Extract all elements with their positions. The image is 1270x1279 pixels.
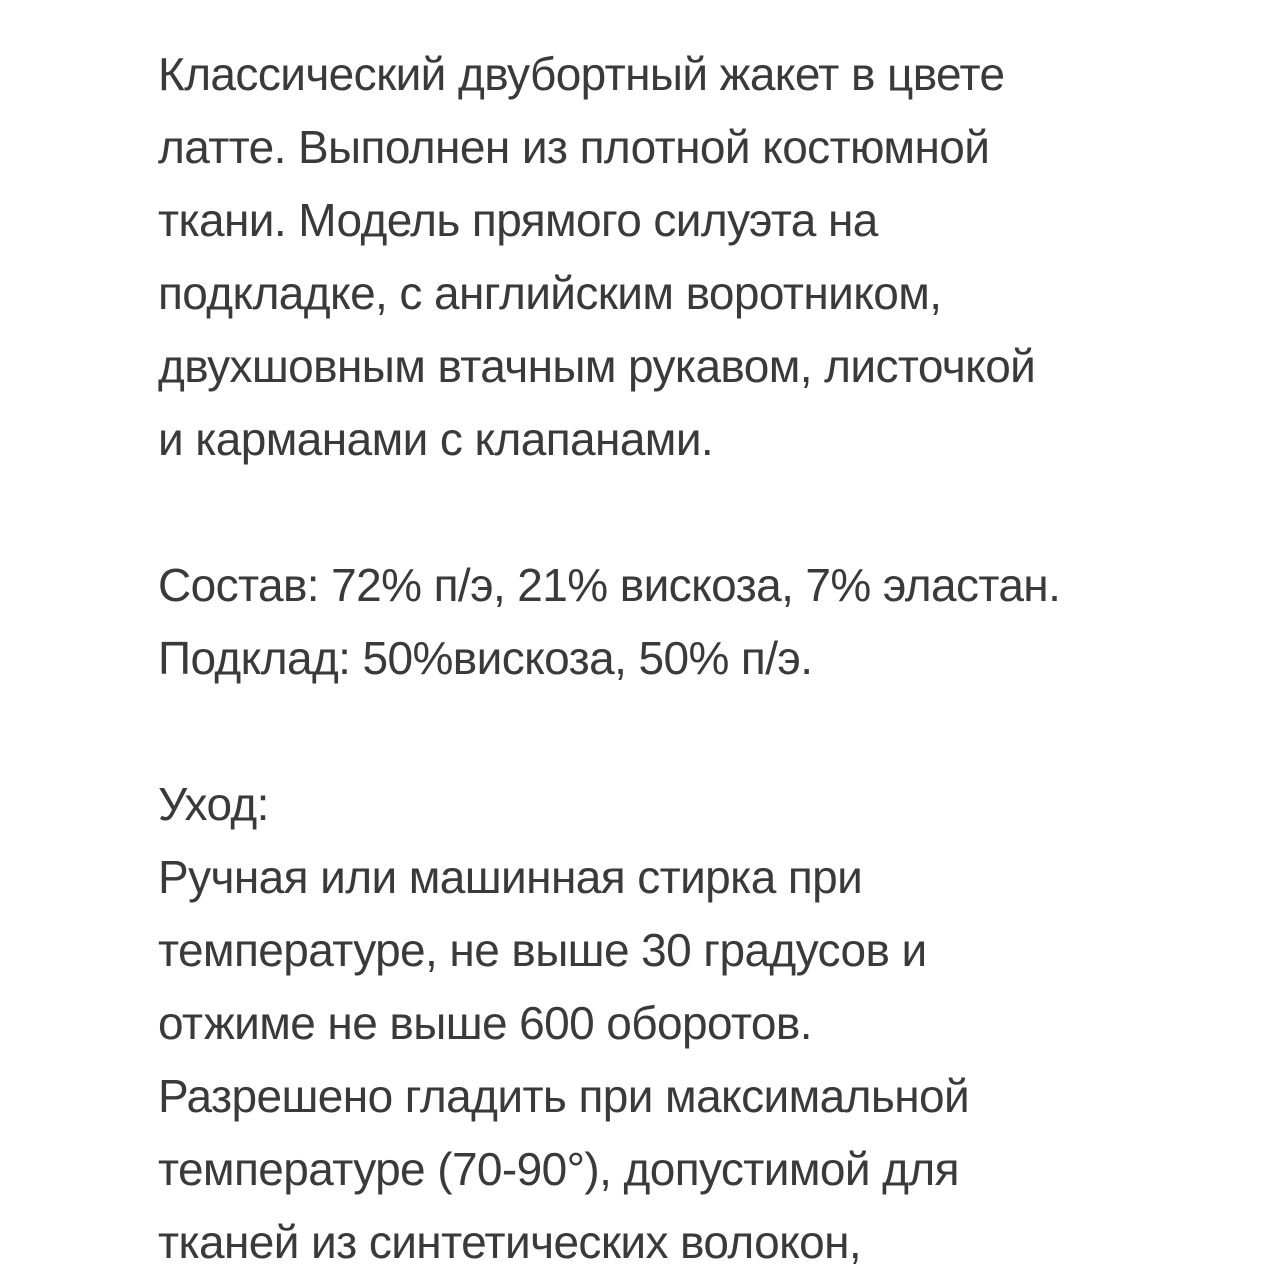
composition-line: Состав: 72% п/э, 21% вискоза, 7% эластан.	[158, 559, 1061, 611]
product-description-text	[158, 38, 1158, 1279]
text-line: и карманами с клапанами.	[158, 413, 714, 465]
text-line: температуре, не выше 30 градусов и	[158, 924, 927, 976]
text-line: двухшовным втачным рукавом, листочкой	[158, 340, 1036, 392]
text-line: ткани. Модель прямого силуэта на	[158, 194, 878, 246]
text-line: Классический двубортный жакет в цвете	[158, 48, 1005, 100]
text-line: подкладке, с английским воротником,	[158, 267, 942, 319]
description-paragraph	[158, 38, 1158, 476]
care-paragraph	[158, 768, 1158, 1279]
composition-paragraph	[158, 549, 1158, 695]
text-line: латте. Выполнен из плотной костюмной	[158, 121, 990, 173]
text-line: Ручная или машинная стирка при	[158, 851, 863, 903]
care-heading: Уход:	[158, 778, 269, 830]
lining-composition-line: Подклад: 50%вискоза, 50% п/э.	[158, 632, 813, 684]
text-line: отжиме не выше 600 оборотов.	[158, 997, 812, 1049]
text-line: температуре (70-90°), допустимой для	[158, 1143, 959, 1195]
paragraph-spacer	[158, 695, 1158, 768]
text-line: Разрешено гладить при максимальной	[158, 1070, 970, 1122]
text-line: тканей из синтетических волокон,	[158, 1216, 862, 1268]
paragraph-spacer	[158, 476, 1158, 549]
